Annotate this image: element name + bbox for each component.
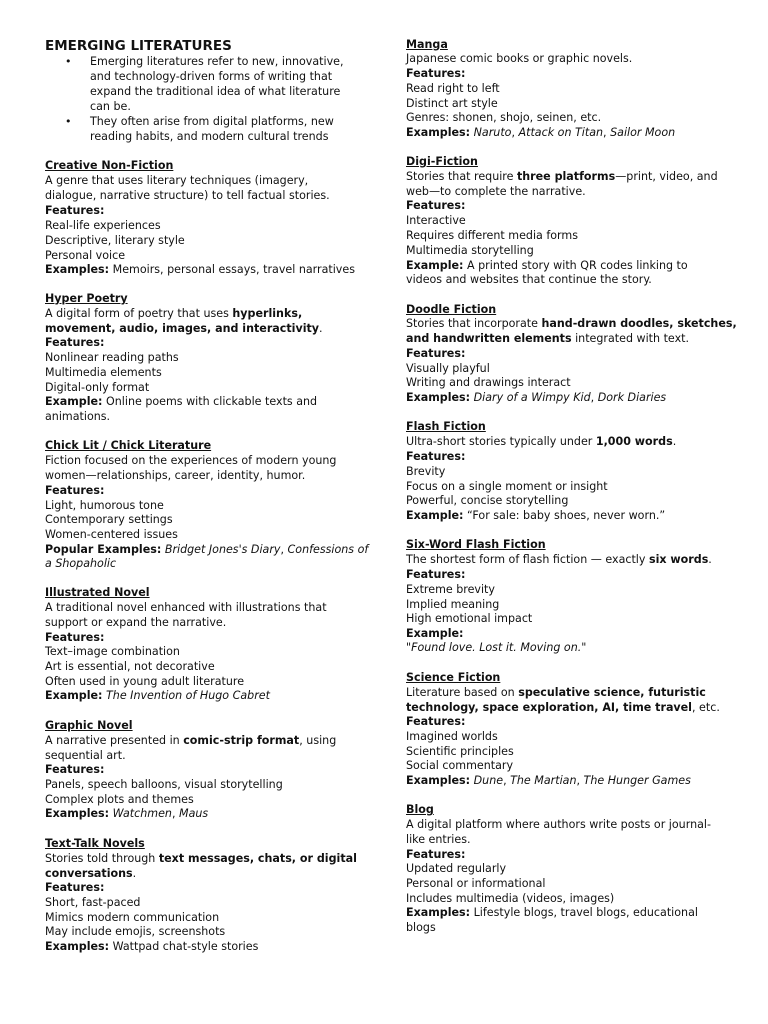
feature-item: Often used in young adult literature: [45, 675, 245, 688]
example-line: "Found love. Lost it. Moving on.": [406, 641, 587, 654]
section-heading: Doodle Fiction: [406, 303, 497, 316]
section-description: Ultra-short stories typically under 1,000 words.: [406, 435, 677, 448]
examples-line: Examples: Lifestyle blogs, travel blogs, educational: [406, 906, 698, 919]
section-heading: Creative Non-Fiction: [45, 159, 174, 172]
bullet-icon: •: [65, 55, 72, 68]
examples-line: Popular Examples: Bridget Jones's Diary, Confessions of: [45, 543, 369, 556]
feature-item: Scientific principles: [406, 745, 514, 758]
features-label: Features:: [406, 199, 466, 212]
feature-item: Powerful, concise storytelling: [406, 494, 569, 507]
feature-item: Panels, speech balloons, visual storytelling: [45, 778, 283, 791]
feature-item: Complex plots and themes: [45, 793, 194, 806]
section-heading: Hyper Poetry: [45, 292, 128, 305]
features-label: Features:: [406, 715, 466, 728]
examples-line: Examples: Watchmen, Maus: [45, 807, 209, 820]
features-label: Features:: [406, 568, 466, 581]
examples-line: Examples: Wattpad chat-style stories: [45, 940, 259, 953]
example-line: Example: A printed story with QR codes linking to: [406, 259, 688, 272]
feature-item: Descriptive, literary style: [45, 234, 185, 247]
section-heading: Digi-Fiction: [406, 155, 478, 168]
examples-line: Examples: Naruto, Attack on Titan, Sailor Moon: [406, 126, 676, 139]
section-heading: Manga: [406, 38, 448, 51]
features-label: Features:: [45, 881, 105, 894]
section-description: and handwritten elements integrated with text.: [406, 332, 690, 345]
feature-item: Digital-only format: [45, 381, 150, 394]
features-label: Features:: [45, 631, 105, 644]
feature-item: Interactive: [406, 214, 466, 227]
feature-item: Imagined worlds: [406, 730, 498, 743]
section-description: A narrative presented in comic-strip format, using: [45, 734, 337, 747]
feature-item: Brevity: [406, 465, 446, 478]
intro-line: and technology-driven forms of writing that: [90, 70, 333, 83]
section-description: women—relationships, career, identity, humor.: [45, 469, 306, 482]
features-label: Features:: [45, 336, 105, 349]
feature-item: Focus on a single moment or insight: [406, 480, 608, 493]
examples-line: Examples: Dune, The Martian, The Hunger Games: [406, 774, 691, 787]
section-description: technology, space exploration, AI, time travel, etc.: [406, 701, 720, 714]
feature-item: Writing and drawings interact: [406, 376, 571, 389]
section-description: web—to complete the narrative.: [406, 185, 586, 198]
section-description: Stories that incorporate hand-drawn doodles, sketches,: [406, 317, 737, 330]
section-description: sequential art.: [45, 749, 126, 762]
intro-line: Emerging literatures refer to new, innovative,: [90, 55, 344, 68]
features-label: Features:: [406, 450, 466, 463]
feature-item: Short, fast-paced: [45, 896, 141, 909]
feature-item: Text–image combination: [45, 645, 180, 658]
page-title: EMERGING LITERATURES: [45, 38, 232, 54]
section-heading: Science Fiction: [406, 671, 501, 684]
intro-line: They often arise from digital platforms, new: [90, 115, 334, 128]
section-heading: Graphic Novel: [45, 719, 133, 732]
feature-item: Multimedia storytelling: [406, 244, 534, 257]
intro-line: expand the traditional idea of what literature: [90, 85, 341, 98]
section-description: Fiction focused on the experiences of modern young: [45, 454, 337, 467]
example-line: Example: “For sale: baby shoes, never worn.”: [406, 509, 666, 522]
section-description: support or expand the narrative.: [45, 616, 227, 629]
example-line: Example: The Invention of Hugo Cabret: [45, 689, 270, 702]
section-description: Stories that require three platforms—print, video, and: [406, 170, 718, 183]
feature-item: Personal or informational: [406, 877, 546, 890]
section-description: conversations.: [45, 867, 137, 880]
feature-item: Read right to left: [406, 82, 500, 95]
example-line: Example: Online poems with clickable texts and: [45, 395, 318, 408]
feature-item: Implied meaning: [406, 598, 500, 611]
section-description: The shortest form of flash fiction — exactly six words.: [406, 553, 712, 566]
features-label: Features:: [406, 848, 466, 861]
feature-item: Mimics modern communication: [45, 911, 220, 924]
feature-item: Genres: shonen, shojo, seinen, etc.: [406, 111, 602, 124]
feature-item: Distinct art style: [406, 97, 498, 110]
feature-item: May include emojis, screenshots: [45, 925, 226, 938]
example-line: videos and websites that continue the story.: [406, 273, 652, 286]
feature-item: Extreme brevity: [406, 583, 495, 596]
features-label: Features:: [45, 763, 105, 776]
features-label: Features:: [45, 484, 105, 497]
intro-line: can be.: [90, 100, 131, 113]
section-description: Stories told through text messages, chats, or digital: [45, 852, 357, 865]
section-description: like entries.: [406, 833, 471, 846]
feature-item: Contemporary settings: [45, 513, 173, 526]
section-description: A genre that uses literary techniques (imagery,: [45, 174, 309, 187]
feature-item: Nonlinear reading paths: [45, 351, 179, 364]
feature-item: High emotional impact: [406, 612, 533, 625]
features-label: Features:: [45, 204, 105, 217]
feature-item: Requires different media forms: [406, 229, 579, 242]
feature-item: Visually playful: [406, 362, 490, 375]
feature-item: Includes multimedia (videos, images): [406, 892, 615, 905]
section-description: A traditional novel enhanced with illustrations that: [45, 601, 327, 614]
examples-line: a Shopaholic: [45, 557, 117, 570]
example-label: Example:: [406, 627, 464, 640]
section-description: Literature based on speculative science, futuristic: [406, 686, 706, 699]
features-label: Features:: [406, 347, 466, 360]
intro-line: reading habits, and modern cultural trends: [90, 130, 329, 143]
section-heading: Blog: [406, 803, 434, 816]
section-heading: Flash Fiction: [406, 420, 486, 433]
examples-line: blogs: [406, 921, 436, 934]
example-line: animations.: [45, 410, 111, 423]
section-description: A digital form of poetry that uses hyperlinks,: [45, 307, 303, 320]
feature-item: Light, humorous tone: [45, 499, 164, 512]
feature-item: Personal voice: [45, 249, 126, 262]
section-heading: Chick Lit / Chick Literature: [45, 439, 212, 452]
feature-item: Updated regularly: [406, 862, 507, 875]
section-description: A digital platform where authors write posts or journal-: [406, 818, 711, 831]
section-description: dialogue, narrative structure) to tell factual stories.: [45, 189, 330, 202]
section-heading: Six-Word Flash Fiction: [406, 538, 546, 551]
bullet-icon: •: [65, 115, 72, 128]
feature-item: Social commentary: [406, 759, 514, 772]
section-description: Japanese comic books or graphic novels.: [406, 52, 633, 65]
features-label: Features:: [406, 67, 466, 80]
section-heading: Illustrated Novel: [45, 586, 150, 599]
section-heading: Text-Talk Novels: [45, 837, 145, 850]
examples-line: Examples: Diary of a Wimpy Kid, Dork Diaries: [406, 391, 667, 404]
examples-line: Examples: Memoirs, personal essays, travel narratives: [45, 263, 355, 276]
feature-item: Multimedia elements: [45, 366, 162, 379]
feature-item: Art is essential, not decorative: [45, 660, 215, 673]
section-description: movement, audio, images, and interactivity.: [45, 322, 323, 335]
feature-item: Real-life experiences: [45, 219, 161, 232]
feature-item: Women-centered issues: [45, 528, 178, 541]
